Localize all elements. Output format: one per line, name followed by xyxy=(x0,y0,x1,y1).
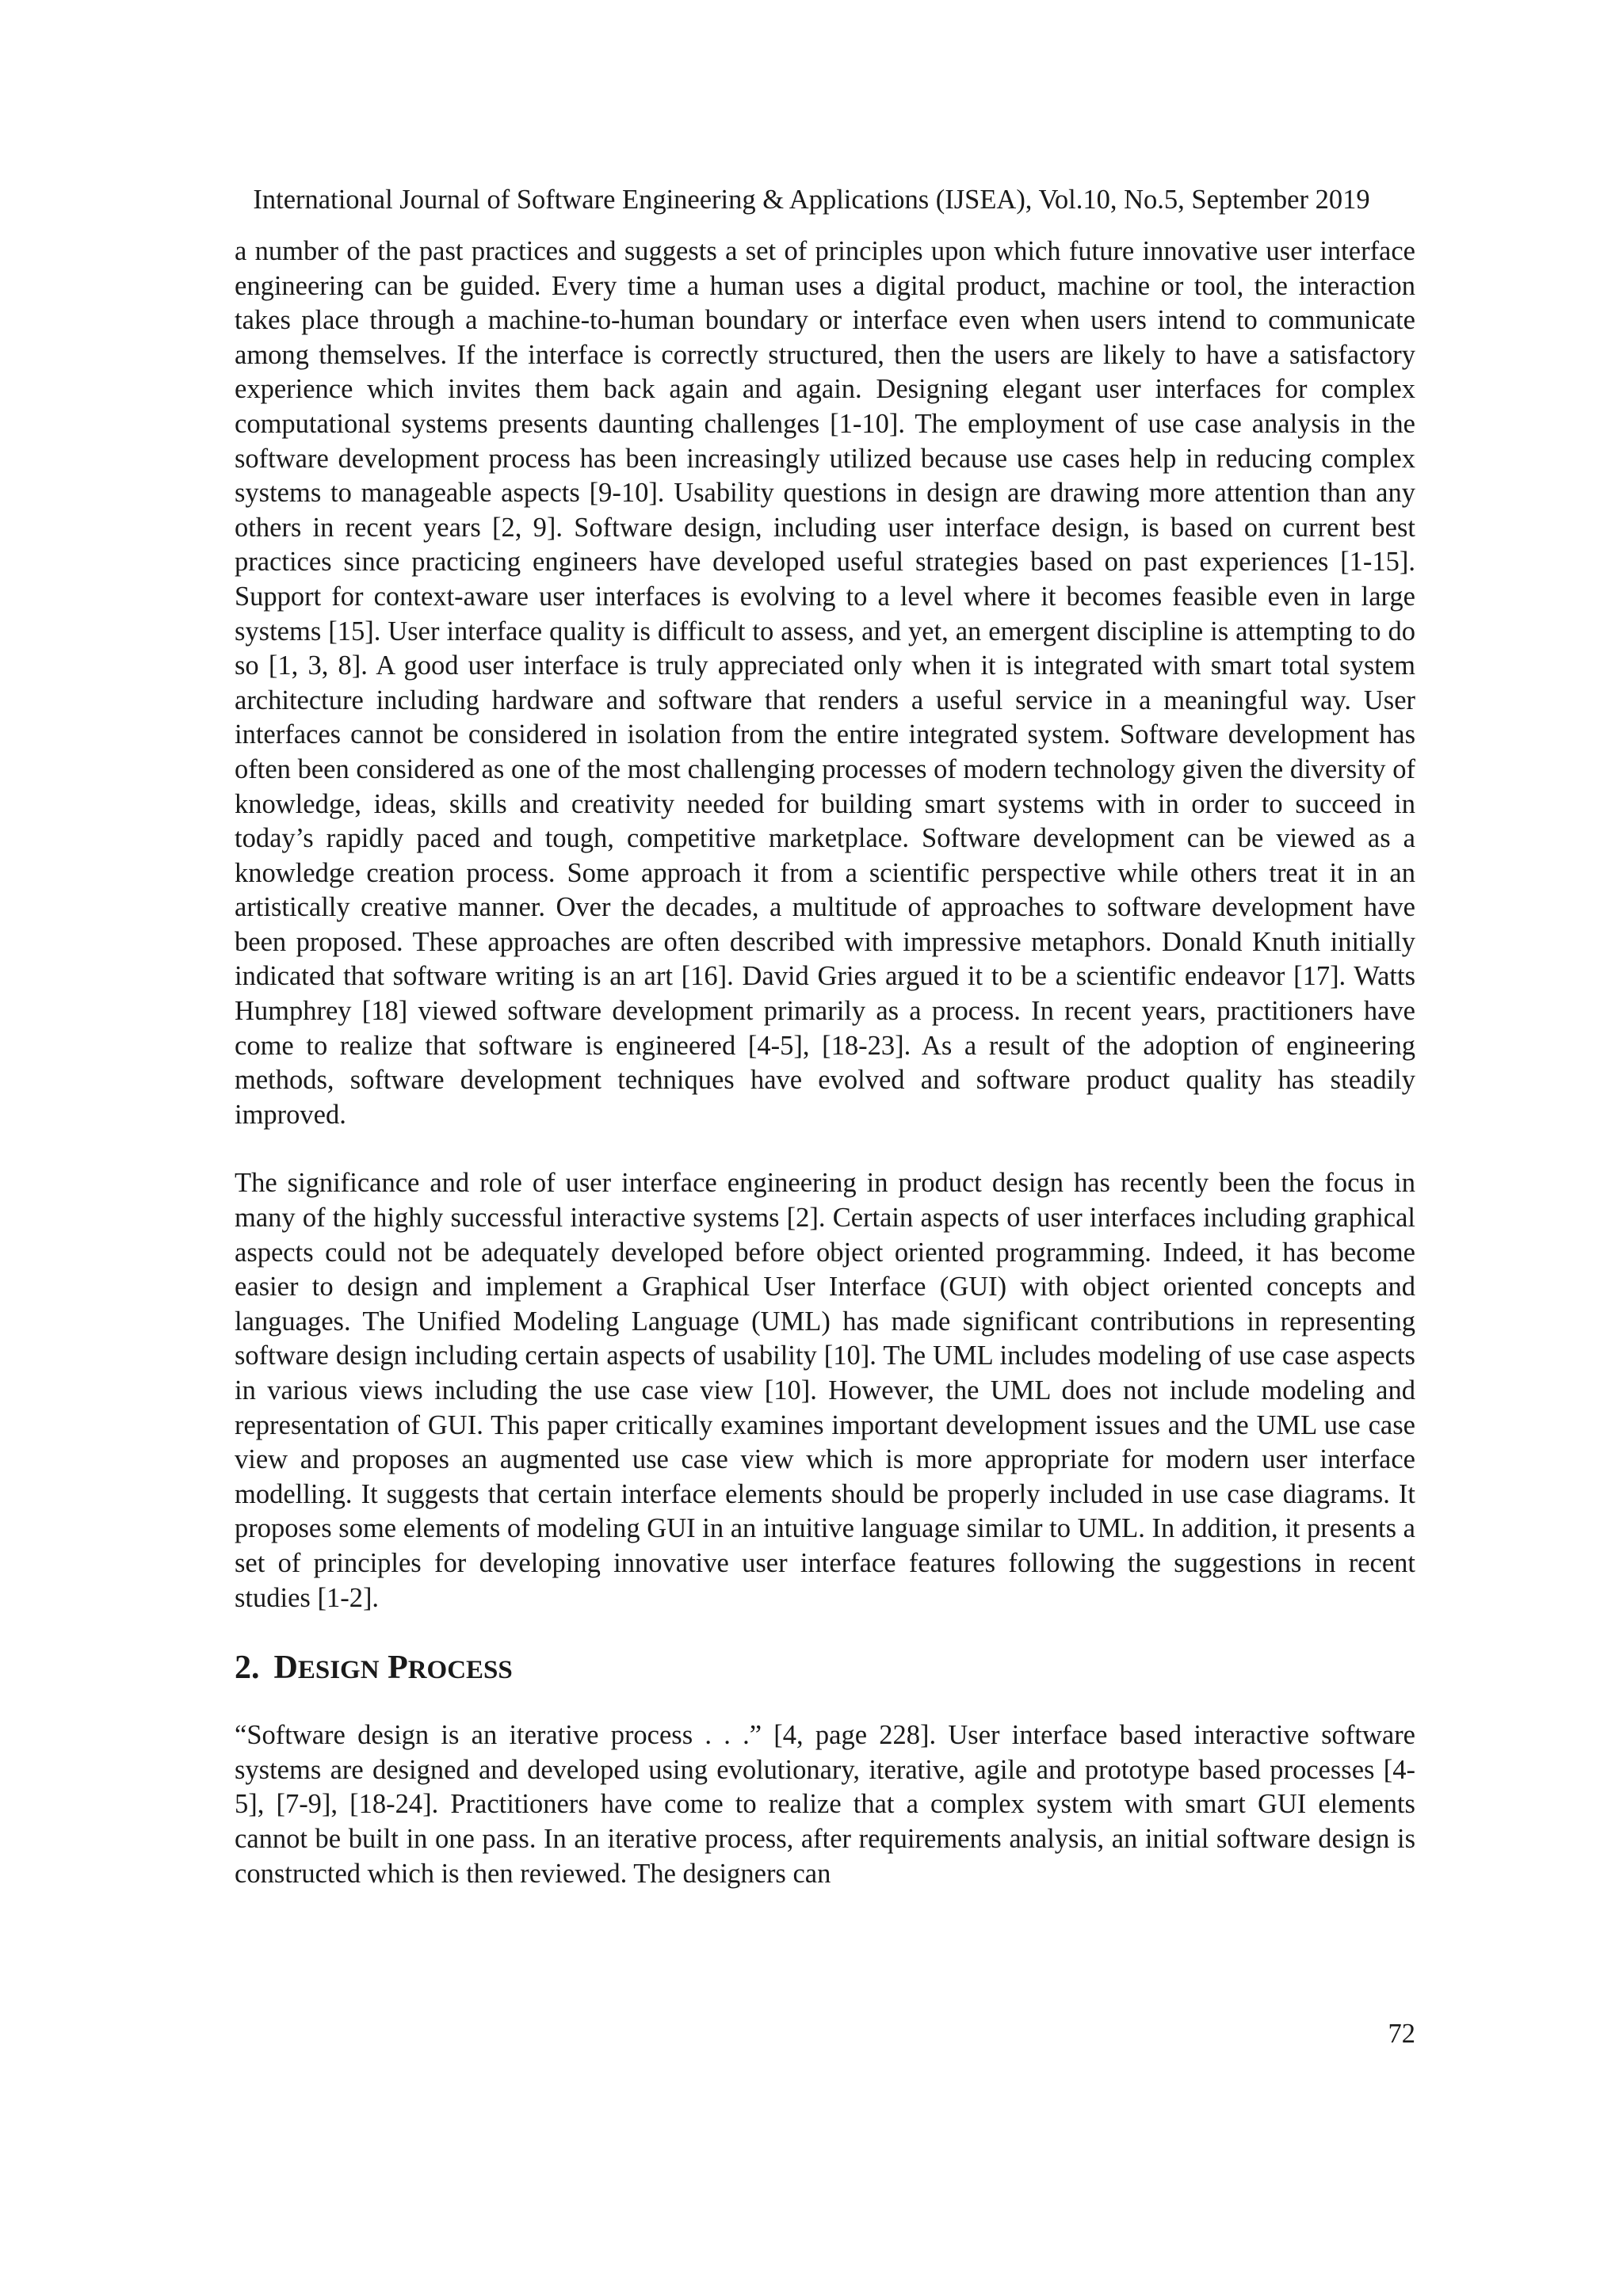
running-header: International Journal of Software Engineering & Applications (IJSEA), Vol.10, No.5, September 2019 xyxy=(253,185,1370,215)
section-title-rocess: ROCESS xyxy=(407,1656,513,1685)
page-number: 72 xyxy=(1388,2019,1415,2049)
paragraph-design-process: “Software design is an iterative process . . .” [4, page 228]. User interface based interactive software systems are designed and developed using evolutionary, iterative, agile and prototype based processes [4-5], [7-9], [18-24]. Practitioners have come to realize that a complex system with smart GUI elements cannot be built in one pass. In an iterative process, after requirements analysis, an initial software design is constructed which is then reviewed. The designers can xyxy=(235,1720,1415,1889)
paragraph-intro-continued: a number of the past practices and suggests a set of principles upon which future innovative user interface engineering can be guided. Every time a human uses a digital product, machine or tool, the interaction takes place through a machine-to-human boundary or interface even when users intend to communicate among themselves. If the interface is correctly structured, then the users are likely to have a satisfactory experience which invites them back again and again. Designing elegant user interfaces for complex computational systems presents daunting challenges [1-10]. The employment of use case analysis in the software development process has been increasingly utilized because use cases help in reducing complex systems to manageable aspects [9-10]. Usability questions in design are drawing more attention than any others in recent years [2, 9]. Software design, including user interface design, is based on current best practices since practicing engineers have developed useful strategies based on past experiences [1-15]. Support for context-aware user interfaces is evolving to a level where it becomes feasible even in large systems [15]. User interface quality is difficult to assess, and yet, an emergent discipline is attempting to do so [1, 3, 8]. A good user interface is truly appreciated only when it is integrated with smart total system architecture including hardware and software that renders a useful service in a meaningful way. User interfaces cannot be considered in isolation from the entire integrated system. Software development has often been considered as one of the most challenging processes of modern technology given the diversity of knowledge, ideas, skills and creativity needed for building smart systems with in order to succeed in today’s rapidly paced and tough, competitive marketplace. Software development can be viewed as a knowledge creation process. Some approach it from a scientific perspective while others treat it in an artistically creative manner. Over the decades, a multitude of approaches to software development have been proposed. These approaches are often described with impressive metaphors. Donald Knuth initially indicated that software writing is an art [16]. David Gries argued it to be a scientific endeavor [17]. Watts Humphrey [18] viewed software development primarily as a process. In recent years, practitioners have come to realize that software is engineered [4-5], [18-23]. As a result of the adoption of engineering methods, software development techniques have evolved and software product quality has steadily improved. xyxy=(235,236,1415,1130)
section-number: 2. xyxy=(235,1650,260,1687)
section-title-initial-d: D xyxy=(273,1650,298,1687)
paragraph-ui-engineering: The significance and role of user interface engineering in product design has recently been the focus in many of the highly successful interactive systems [2]. Certain aspects of user interfaces including graphical aspects could not be adequately developed before object oriented programming. Indeed, it has become easier to design and implement a Graphical User Interface (GUI) with object oriented concepts and languages. The Unified Modeling Language (UML) has made significant contributions in representing software design including certain aspects of usability [10]. The UML includes modeling of use case aspects in various views including the use case view [10]. However, the UML does not include modeling and representation of GUI. This paper critically examines important development issues and the UML use case view and proposes an augmented use case view which is more appropriate for modern user interface modelling. It suggests that certain interface elements should be properly included in use case diagrams. It proposes some elements of modeling GUI in an intuitive language similar to UML. In addition, it presents a set of principles for developing innovative user interface features following the suggestions in recent studies [1-2]. xyxy=(235,1168,1415,1613)
section-heading-design-process xyxy=(235,1648,1415,1690)
section-title-esign: ESIGN xyxy=(297,1656,380,1685)
section-title-initial-p: P xyxy=(388,1650,408,1687)
article-body xyxy=(235,235,1415,1891)
